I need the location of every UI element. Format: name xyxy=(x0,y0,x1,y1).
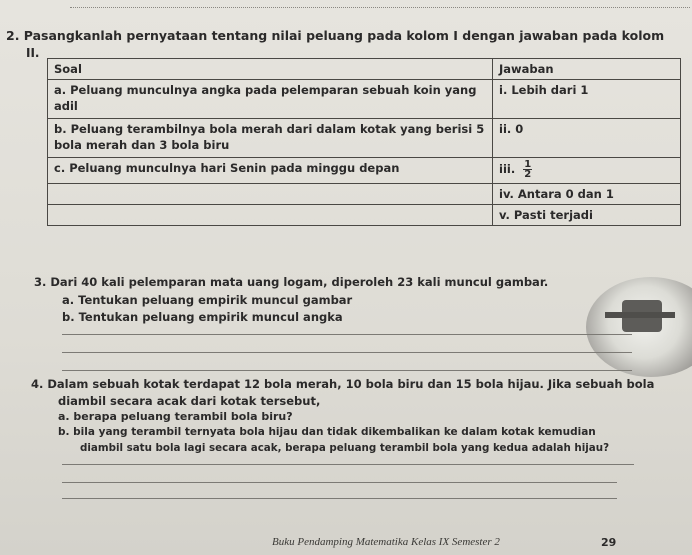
soal-cell: b. Peluang terambilnya bola merah dari dalam kotak yang berisi 5 bola merah dan 3 bola biru xyxy=(48,119,493,158)
question-4a: a. berapa peluang terambil bola biru? xyxy=(58,410,293,423)
matching-table xyxy=(47,58,681,226)
answer-line xyxy=(62,370,632,371)
answer-line xyxy=(62,352,632,353)
soal-cell: c. Peluang munculnya hari Senin pada minggu depan xyxy=(48,158,493,184)
question-4b-line1: b. bila yang terambil ternyata bola hijau dan tidak dikembalikan ke dalam kotak kemudian xyxy=(58,426,596,438)
table-row xyxy=(48,158,681,184)
question-2-text: 2. Pasangkanlah pernyataan tentang nilai peluang pada kolom I dengan jawaban pada kolom xyxy=(6,28,665,43)
soal-cell xyxy=(48,205,493,226)
jawaban-cell: ii. 0 xyxy=(493,119,681,158)
question-3-text: 3. Dari 40 kali pelemparan mata uang logam, diperoleh 23 kali muncul gambar. xyxy=(34,275,549,289)
page-number: 29 xyxy=(601,536,617,549)
top-dotted-line xyxy=(70,7,690,8)
jawaban-label: iii. xyxy=(499,162,516,176)
table-row xyxy=(48,184,681,205)
coin-emblem-bar xyxy=(605,312,675,318)
jawaban-cell: iv. Antara 0 dan 1 xyxy=(493,184,681,205)
question-4-line2: diambil secara acak dari kotak tersebut, xyxy=(58,394,321,408)
jawaban-cell xyxy=(493,158,681,184)
table-header-row xyxy=(48,59,681,80)
soal-cell: a. Peluang munculnya angka pada pelemparan sebuah koin yang adil xyxy=(48,80,493,119)
book-title-footer: Buku Pendamping Matematika Kelas IX Semester 2 xyxy=(272,536,500,548)
answer-line xyxy=(62,334,632,335)
question-4-line1: 4. Dalam sebuah kotak terdapat 12 bola merah, 10 bola biru dan 15 bola hijau. Jika sebuah bola xyxy=(31,377,655,391)
table-row xyxy=(48,80,681,119)
question-3a: a. Tentukan peluang empirik muncul gambar xyxy=(62,293,353,307)
header-jawaban: Jawaban xyxy=(493,59,681,80)
table-row xyxy=(48,205,681,226)
soal-cell xyxy=(48,184,493,205)
column-roman-label: II. xyxy=(26,46,40,60)
fraction-denominator: 2 xyxy=(524,169,532,180)
answer-line xyxy=(62,482,617,483)
question-4b-line2: diambil satu bola lagi secara acak, berapa peluang terambil bola yang kedua adalah hijau? xyxy=(80,442,610,454)
table-row xyxy=(48,119,681,158)
header-soal: Soal xyxy=(48,59,493,80)
answer-line xyxy=(62,498,617,499)
question-3b: b. Tentukan peluang empirik muncul angka xyxy=(62,310,343,324)
answer-line xyxy=(62,464,634,465)
fraction xyxy=(523,160,532,179)
jawaban-cell: i. Lebih dari 1 xyxy=(493,80,681,119)
jawaban-cell: v. Pasti terjadi xyxy=(493,205,681,226)
fraction-numerator: 1 xyxy=(524,159,532,170)
